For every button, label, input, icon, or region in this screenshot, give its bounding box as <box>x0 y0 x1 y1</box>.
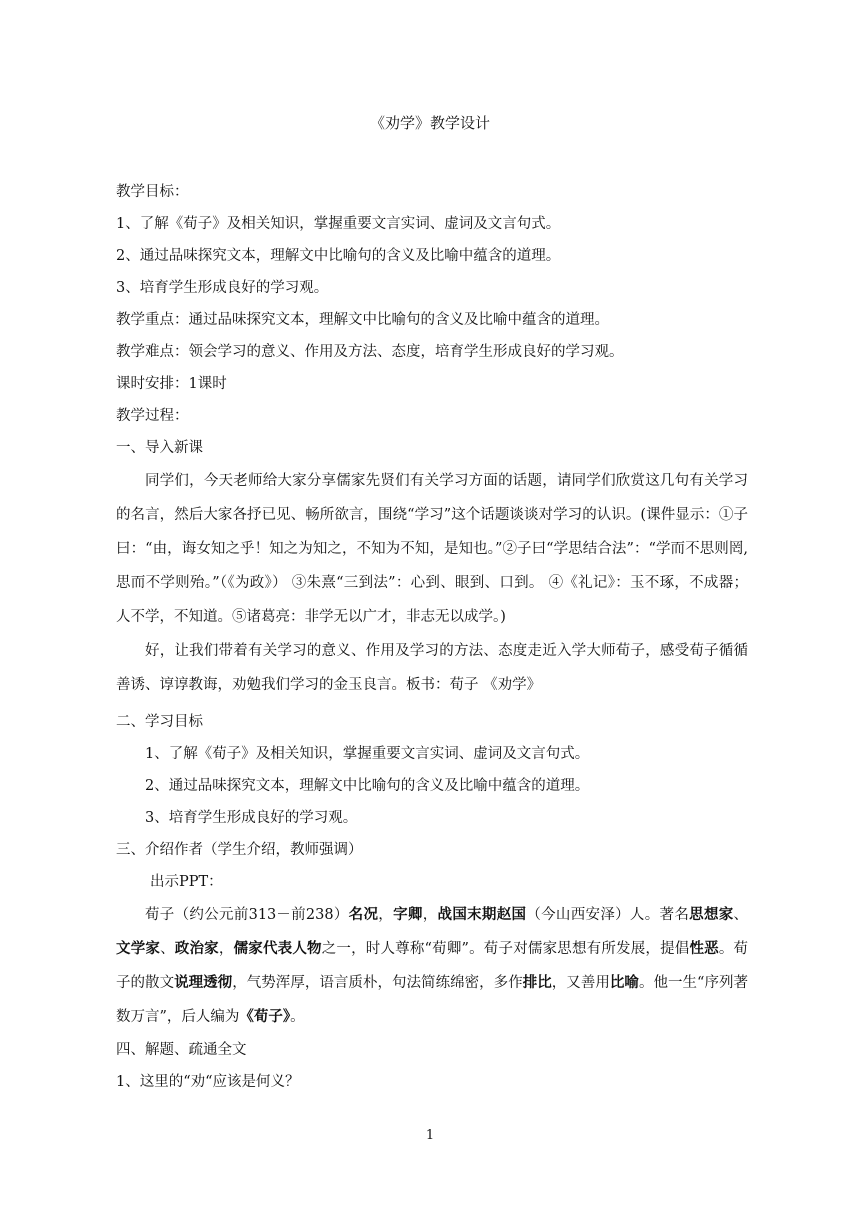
process-heading: 教学过程： <box>116 408 189 424</box>
bio-emphasis: 政治家 <box>174 940 219 957</box>
goal-item: 1、了解《荀子》及相关知识，掌握重要文言实词、虚词及文言句式。 <box>116 216 561 232</box>
author-bio <box>116 898 748 1034</box>
difficulty: 教学难点：领会学习的意义、作用及方法、态度，培育学生形成良好的学习观。 <box>116 344 624 360</box>
bio-emphasis: 性恶 <box>689 940 719 957</box>
show-ppt-label: 出示PPT： <box>150 874 223 890</box>
bio-text: ， <box>422 907 438 923</box>
bio-emphasis: 比喻 <box>609 974 639 991</box>
document-body <box>116 176 748 1098</box>
bio-emphasis: 战国末期赵国 <box>437 906 527 923</box>
bio-text: ， <box>378 907 394 923</box>
bio-text: ，气势浑厚，语言质朴，句法简练绵密，多作 <box>232 975 523 991</box>
goal-item: 3、培育学生形成良好的学习观。 <box>116 280 329 296</box>
bio-text: 之一，时人尊称“荀卿”。荀子对儒家思想有所发展，提倡 <box>321 941 690 957</box>
bio-emphasis: 名况 <box>348 906 379 923</box>
section1-heading: 一、导入新课 <box>116 440 203 456</box>
schedule: 课时安排：1课时 <box>116 376 227 392</box>
bio-emphasis: 《荀子》 <box>239 1008 291 1025</box>
objective-item: 2、通过品味探究文本，理解文中比喻句的含义及比喻中蕴含的道理。 <box>145 778 590 794</box>
section4-heading: 四、解题、疏通全文 <box>116 1042 247 1058</box>
bio-text: 。 <box>290 1009 305 1025</box>
section3-heading: 三、介绍作者（学生介绍，教师强调） <box>116 842 363 858</box>
key-point: 教学重点：通过品味探究文本，理解文中比喻句的含义及比喻中蕴含的道理。 <box>116 312 609 328</box>
bio-text: 荀子（约公元前313－前238） <box>145 907 349 923</box>
bio-text: ， <box>218 941 234 957</box>
bio-emphasis: 儒家代表人物 <box>233 940 322 957</box>
bio-emphasis: 字卿 <box>393 906 423 923</box>
bio-text: ，又善用 <box>551 975 610 991</box>
objective-item: 1、了解《荀子》及相关知识，掌握重要文言实词、虚词及文言句式。 <box>145 746 590 762</box>
bio-text: 。他一生“序列著数万言”，后人编为 <box>116 975 749 1025</box>
goal-item: 2、通过品味探究文本，理解文中比喻句的含义及比喻中蕴含的道理。 <box>116 248 561 264</box>
bio-text: 、 <box>733 907 749 923</box>
intro-paragraph: 同学们，今天老师给大家分享儒家先贤们有关学习方面的话题，请同学们欣赏这几句有关学习的名言，然后大家各抒已见、畅所欲言，围绕“学习”这个话题谈谈对学习的认识。(课件显示：①子曰：“由，诲女知之乎！知之为知之，不知为不知，是知也。”②子曰“学思结合法”：“学而不思则罔,思而不学则殆。”（《为政》） ③朱熹“三到法”：心到、眼到、口到。 ④《礼记》：玉不琢，不成器；人不学，不知道。⑤诸葛亮：非学无以广才，非志无以成学。) <box>116 473 748 625</box>
goals-heading: 教学目标： <box>116 184 189 200</box>
bio-text: （今山西安泽）人。著名 <box>526 907 690 923</box>
bio-emphasis: 思想家 <box>689 906 734 923</box>
bio-emphasis: 说理透彻 <box>174 974 233 991</box>
objective-item: 3、培育学生形成良好的学习观。 <box>145 810 358 826</box>
bio-emphasis: 排比 <box>522 974 552 991</box>
transition-paragraph: 好，让我们带着有关学习的意义、作用及学习的方法、态度走近入学大师荀子，感受荀子循循善诱、谆谆教诲，劝勉我们学习的金玉良言。板书：荀子 《劝学》 <box>116 643 748 693</box>
page-number: 1 <box>425 1128 435 1143</box>
document-title: 《劝学》教学设计 <box>369 114 490 132</box>
bio-text: 。荀子的散文 <box>116 941 749 991</box>
section2-heading: 二、学习目标 <box>116 714 203 730</box>
bio-emphasis: 文学家 <box>116 940 161 957</box>
question-item: 1、这里的“劝“应该是何义？ <box>116 1074 300 1090</box>
bio-text: 、 <box>160 941 175 957</box>
